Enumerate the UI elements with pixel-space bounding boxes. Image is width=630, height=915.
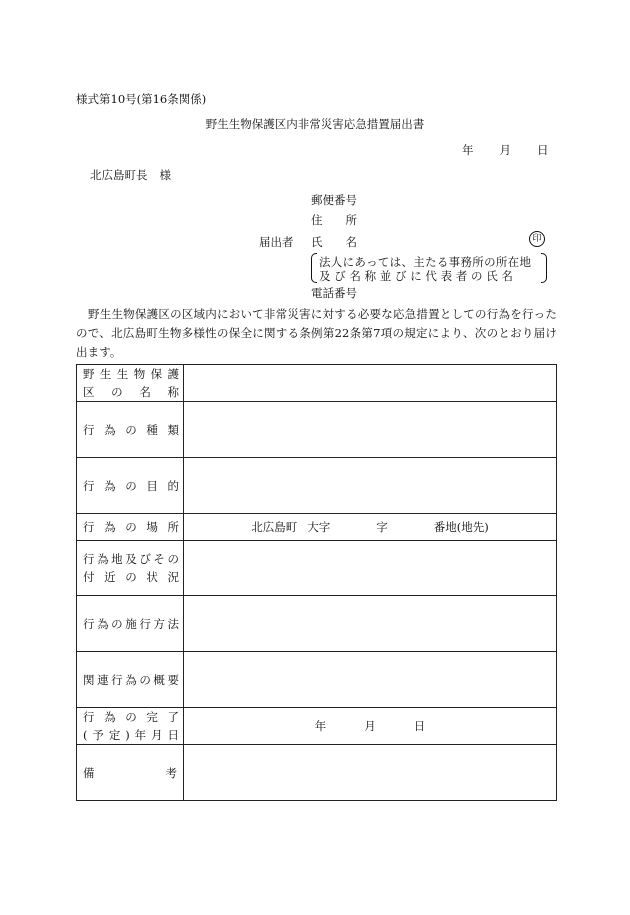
- table-row: [77, 514, 557, 541]
- completion-day: 日: [413, 719, 426, 733]
- completion-date-field[interactable]: [184, 708, 557, 745]
- site-condition-field[interactable]: [184, 541, 557, 596]
- addressee-suffix: 様: [159, 168, 171, 182]
- corporation-note-line1: 法人にあっては、主たる事務所の所在地: [319, 255, 532, 269]
- seal-mark-icon: 印: [529, 231, 545, 247]
- bracket-left-icon: [311, 253, 317, 283]
- place-oaza: 大字: [307, 520, 331, 534]
- body-text: 野生生物保護区の区域内において非常災害に対する必要な応急措置としての行為を行ったので、北広島町生物多様性の保全に関する条例第22条第7項の規定により、次のとおり届け出ます。: [76, 307, 557, 359]
- remarks-label-a: 備: [83, 765, 95, 780]
- execution-method-field[interactable]: [184, 596, 557, 652]
- addressee: [90, 167, 171, 183]
- date-line: [462, 142, 549, 158]
- action-type-field[interactable]: [184, 402, 557, 458]
- place-town: 北広島町: [251, 520, 298, 534]
- row-label: [77, 708, 184, 745]
- row-label-line: 野生生物保護: [83, 367, 179, 381]
- table-row: [77, 596, 557, 652]
- remarks-field[interactable]: [184, 745, 557, 801]
- row-label: [77, 365, 184, 402]
- row-label-line: 行為地及びその: [83, 552, 179, 566]
- addressee-name: 北広島町長: [90, 168, 148, 182]
- row-label: 行為の場所: [77, 514, 184, 541]
- row-label: [77, 745, 184, 801]
- protection-area-name-field[interactable]: [184, 365, 557, 402]
- row-label-line: (予定)年月日: [83, 728, 179, 742]
- row-label-line: 区の名称: [83, 385, 179, 399]
- corporation-note-line2: 及び名称並びに代表者の氏名: [319, 269, 517, 283]
- completion-year: 年: [314, 719, 327, 733]
- form-title: 野生生物保護区内非常災害応急措置届出書: [205, 117, 425, 131]
- address-label: 住 所: [311, 213, 357, 227]
- row-label: 行為の種類: [77, 402, 184, 458]
- date-year: 年: [462, 143, 474, 157]
- name-label: 氏 名: [311, 235, 357, 249]
- row-label: [77, 541, 184, 596]
- related-action-field[interactable]: [184, 652, 557, 708]
- postal-code-label: 郵便番号: [311, 193, 357, 207]
- bracket-right-icon: [541, 253, 547, 283]
- form-number: 様式第10号(第16条関係): [76, 92, 207, 106]
- applicant-label: 届出者: [259, 235, 294, 249]
- table-row: [77, 652, 557, 708]
- action-place-field[interactable]: [184, 514, 557, 541]
- row-label-line: 付近の状況: [83, 570, 179, 584]
- remarks-label: [83, 764, 179, 782]
- row-label: 行為の施行方法: [77, 596, 184, 652]
- row-label-line: 行為の完了: [83, 710, 179, 724]
- row-label: 行為の目的: [77, 458, 184, 514]
- corporation-note: [311, 253, 551, 283]
- table-row: [77, 458, 557, 514]
- action-purpose-field[interactable]: [184, 458, 557, 514]
- table-row: [77, 708, 557, 745]
- remarks-label-b: 考: [165, 765, 177, 780]
- table-row: [77, 541, 557, 596]
- place-banchi: 番地(地先): [433, 520, 489, 534]
- date-month: 月: [499, 143, 511, 157]
- date-day: 日: [537, 143, 549, 157]
- place-aza: 字: [376, 520, 388, 534]
- report-table: [76, 364, 557, 801]
- table-row: [77, 365, 557, 402]
- row-label: 関連行為の概要: [77, 652, 184, 708]
- phone-label: 電話番号: [311, 286, 357, 300]
- table-row: [77, 402, 557, 458]
- table-row: [77, 745, 557, 801]
- completion-month: 月: [364, 719, 376, 733]
